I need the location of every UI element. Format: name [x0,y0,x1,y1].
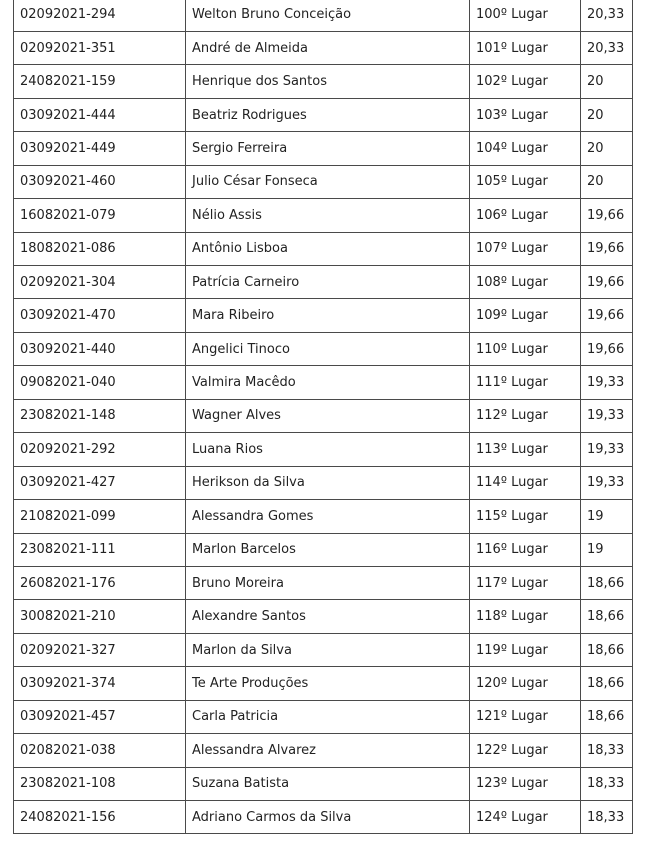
table-row [14,667,633,700]
registration-code-cell: 02092021-294 [14,0,186,31]
ranking-place-cell: 118º Lugar [470,600,581,633]
candidate-name-cell: Antônio Lisboa [186,232,470,265]
candidate-name-cell: Herikson da Silva [186,466,470,499]
candidate-name-cell: Nélio Assis [186,199,470,232]
candidate-name-cell: Alessandra Gomes [186,500,470,533]
table-row [14,433,633,466]
score-cell: 19,66 [581,232,633,265]
score-cell: 20 [581,65,633,98]
ranking-place-cell: 124º Lugar [470,801,581,834]
registration-code-cell: 03092021-444 [14,98,186,131]
registration-code-cell: 18082021-086 [14,232,186,265]
ranking-place-cell: 104º Lugar [470,132,581,165]
table-row [14,600,633,633]
score-cell: 19 [581,533,633,566]
ranking-place-cell: 122º Lugar [470,734,581,767]
score-cell: 18,33 [581,801,633,834]
table-row [14,332,633,365]
score-cell: 18,33 [581,767,633,800]
score-cell: 18,33 [581,734,633,767]
candidate-name-cell: Welton Bruno Conceição [186,0,470,31]
table-row [14,566,633,599]
table-row [14,0,633,31]
score-cell: 19,33 [581,366,633,399]
registration-code-cell: 03092021-449 [14,132,186,165]
candidate-name-cell: Beatriz Rodrigues [186,98,470,131]
registration-code-cell: 02092021-327 [14,633,186,666]
table-row [14,132,633,165]
registration-code-cell: 03092021-374 [14,667,186,700]
registration-code-cell: 23082021-148 [14,399,186,432]
score-cell: 18,66 [581,600,633,633]
registration-code-cell: 02092021-304 [14,266,186,299]
ranking-place-cell: 111º Lugar [470,366,581,399]
candidate-name-cell: Julio César Fonseca [186,165,470,198]
table-row [14,767,633,800]
ranking-place-cell: 121º Lugar [470,700,581,733]
score-cell: 20,33 [581,0,633,31]
candidate-name-cell: Bruno Moreira [186,566,470,599]
score-cell: 19 [581,500,633,533]
score-cell: 18,66 [581,633,633,666]
table-row [14,299,633,332]
registration-code-cell: 02092021-351 [14,31,186,64]
table-row [14,232,633,265]
table-row [14,500,633,533]
table-row [14,801,633,834]
candidate-name-cell: Henrique dos Santos [186,65,470,98]
ranking-place-cell: 102º Lugar [470,65,581,98]
score-cell: 19,66 [581,199,633,232]
registration-code-cell: 16082021-079 [14,199,186,232]
registration-code-cell: 24082021-156 [14,801,186,834]
ranking-table [13,0,633,834]
candidate-name-cell: Carla Patricia [186,700,470,733]
registration-code-cell: 09082021-040 [14,366,186,399]
score-cell: 18,66 [581,566,633,599]
candidate-name-cell: André de Almeida [186,31,470,64]
ranking-place-cell: 112º Lugar [470,399,581,432]
score-cell: 18,66 [581,700,633,733]
score-cell: 19,66 [581,266,633,299]
registration-code-cell: 21082021-099 [14,500,186,533]
table-row [14,366,633,399]
ranking-place-cell: 115º Lugar [470,500,581,533]
ranking-place-cell: 110º Lugar [470,332,581,365]
ranking-place-cell: 108º Lugar [470,266,581,299]
candidate-name-cell: Suzana Batista [186,767,470,800]
table-row [14,65,633,98]
ranking-place-cell: 107º Lugar [470,232,581,265]
registration-code-cell: 23082021-111 [14,533,186,566]
score-cell: 20,33 [581,31,633,64]
ranking-place-cell: 116º Lugar [470,533,581,566]
candidate-name-cell: Marlon Barcelos [186,533,470,566]
registration-code-cell: 24082021-159 [14,65,186,98]
score-cell: 20 [581,165,633,198]
registration-code-cell: 03092021-470 [14,299,186,332]
ranking-place-cell: 120º Lugar [470,667,581,700]
candidate-name-cell: Wagner Alves [186,399,470,432]
candidate-name-cell: Sergio Ferreira [186,132,470,165]
ranking-place-cell: 109º Lugar [470,299,581,332]
table-row [14,98,633,131]
candidate-name-cell: Marlon da Silva [186,633,470,666]
ranking-place-cell: 114º Lugar [470,466,581,499]
candidate-name-cell: Patrícia Carneiro [186,266,470,299]
ranking-table-body [14,0,633,834]
score-cell: 19,33 [581,466,633,499]
table-row [14,633,633,666]
ranking-place-cell: 117º Lugar [470,566,581,599]
candidate-name-cell: Adriano Carmos da Silva [186,801,470,834]
score-cell: 19,66 [581,332,633,365]
registration-code-cell: 03092021-457 [14,700,186,733]
ranking-place-cell: 100º Lugar [470,0,581,31]
score-cell: 20 [581,98,633,131]
ranking-place-cell: 103º Lugar [470,98,581,131]
ranking-place-cell: 119º Lugar [470,633,581,666]
score-cell: 19,66 [581,299,633,332]
candidate-name-cell: Valmira Macêdo [186,366,470,399]
table-row [14,734,633,767]
score-cell: 19,33 [581,433,633,466]
candidate-name-cell: Alessandra Alvarez [186,734,470,767]
registration-code-cell: 03092021-460 [14,165,186,198]
score-cell: 20 [581,132,633,165]
table-row [14,533,633,566]
registration-code-cell: 03092021-440 [14,332,186,365]
table-row [14,466,633,499]
candidate-name-cell: Luana Rios [186,433,470,466]
registration-code-cell: 02082021-038 [14,734,186,767]
table-row [14,266,633,299]
candidate-name-cell: Alexandre Santos [186,600,470,633]
candidate-name-cell: Mara Ribeiro [186,299,470,332]
score-cell: 19,33 [581,399,633,432]
table-row [14,165,633,198]
score-cell: 18,66 [581,667,633,700]
candidate-name-cell: Angelici Tinoco [186,332,470,365]
registration-code-cell: 30082021-210 [14,600,186,633]
table-row [14,199,633,232]
candidate-name-cell: Te Arte Produções [186,667,470,700]
registration-code-cell: 02092021-292 [14,433,186,466]
ranking-place-cell: 106º Lugar [470,199,581,232]
ranking-place-cell: 123º Lugar [470,767,581,800]
registration-code-cell: 23082021-108 [14,767,186,800]
ranking-place-cell: 105º Lugar [470,165,581,198]
table-row [14,700,633,733]
ranking-place-cell: 101º Lugar [470,31,581,64]
ranking-place-cell: 113º Lugar [470,433,581,466]
table-row [14,31,633,64]
registration-code-cell: 03092021-427 [14,466,186,499]
table-row [14,399,633,432]
registration-code-cell: 26082021-176 [14,566,186,599]
